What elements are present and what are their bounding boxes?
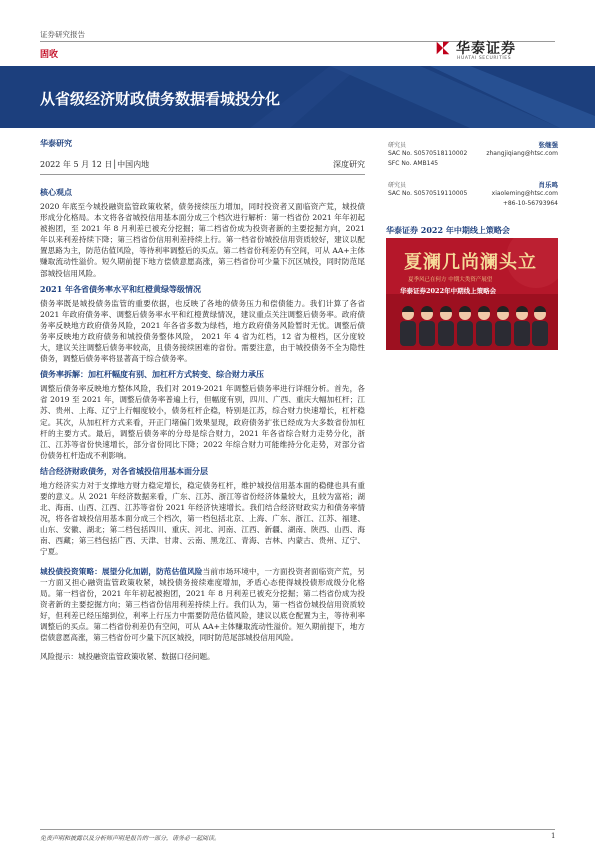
- section-body: 债务率既是城投债务监管的重要依据，也反映了各地的债务压力和偿债能力。我们计算了各省 2021 年政府债务率、调整后债务率水平和红橙黄绿情况，建议重点关注调整后债务率。政府债务率反映地方政府债务风险，2021 年各省多数为绿档，地方政府债务风险暂时无忧。调整后债务率反映地方政府债务和城投债务整体风险， 2021 年 4 省为红档，12 省为橙档，区分度较大，建议关注调整后债务率较高，且债务接续困难的省份。需要注意，由于城投债务不全为隐性债务，调整后债务率将显著高于综合债务率。: [40, 298, 365, 364]
- strategy-paragraph: [40, 566, 365, 644]
- promo-banner[interactable]: [386, 238, 558, 350]
- analyst-email[interactable]: zhangjiqiang@htsc.com: [486, 150, 558, 157]
- analyst-email[interactable]: xiaoleming@htsc.com: [491, 190, 558, 197]
- report-category: 深度研究: [333, 160, 365, 169]
- strategy-lead: 城投债投资策略：展望分化加剧，防范估值风险: [40, 566, 203, 576]
- section-title: 核心观点: [40, 187, 72, 197]
- analyst-sfc: SFC No. AMB145: [388, 160, 439, 167]
- research-kind: 华泰研究: [40, 138, 72, 148]
- section-body: 调整后债务率反映地方整体风险，我们对 2019-2021 年调整后债务率进行详细分析。首先，各省 2019 至 2021 年，调整后债务率普遍上行，但幅度有别，四川、广西、重庆大幅加杠杆；江苏、贵州、上海、辽宁上行幅度较小，债务杠杆企稳，特别是江苏，综合财力快速增长，杠杆稳定。其次，从加杠杆方式来看，开正门堵偏门效果显现，政府债务扩张已经成为大多数省份加杠杆的主要方式。最后，调整后债务率的分母是综合财力，2021 年各省综合财力走势分化，浙江、江苏等省份快速增长，部分省份同比下降；2022 年综合财力可能维持分化走势，对部分省份债务杠杆造成不利影响。: [40, 384, 365, 460]
- section-title: 2021 年各省债务率水平和红橙黄绿等级情况: [40, 283, 202, 294]
- speaker-photos: [394, 300, 550, 346]
- huatai-logo: [434, 38, 559, 62]
- logo-text-en: HUATAI SECURITIES: [457, 56, 512, 61]
- analyst-sac: SAC No. S0570519110005: [388, 190, 468, 197]
- analyst-name: 张继强: [538, 141, 558, 149]
- promo-title: 华泰证券 2022 年中期线上策略会: [386, 225, 510, 235]
- analyst-card: [388, 180, 558, 220]
- analyst-panel: [388, 140, 558, 220]
- analyst-name: 肖乐鸣: [538, 181, 558, 189]
- promo-event: 华泰证券2022年中期线上策略会: [400, 287, 497, 295]
- dateline: [40, 159, 365, 170]
- risk-warning: 风险提示：城投融资监管政策收紧、数据口径问题。: [40, 652, 215, 662]
- main-content: [40, 138, 365, 662]
- huatai-logo-icon: [434, 39, 452, 57]
- page-number: 1: [551, 832, 556, 840]
- promo-subtitle: 夏季风已在何方 中期大类资产展望: [408, 277, 493, 283]
- logo-text-cn: 华泰证券: [456, 41, 516, 57]
- strategy-body: 当前市场环境中，一方面投资者面临资产荒，另一方面又担心融资监管政策收紧，城投债务接续难度增加，矛盾心态使得城投债形成级分化格局。第一档省份，2021 年年初起被抱团，2021 年 8 月利差已被充分挖掘；第二档省份成为投资者新的主要挖掘方向；第三档省份信用利差持续上行。我们认为，第一档省份城投信用资质较好，但利差已经压缩到位，利率上行压力中需要防范估值风险，建议以底仓配置为主，等待利率调整后的买点。第二档省份利差仍有空间，可从 AA+主体赚取流动性溢价。短久期前提下，地方偿债意愿高涨，第三档省份可少量下沉区城投，同时防范尾部城投信用风险。: [40, 566, 366, 643]
- title-banner: [0, 66, 595, 128]
- analyst-role: 研究员: [388, 142, 407, 149]
- section-title: 结合经济财政债务，对各省城投信用基本面分层: [40, 465, 208, 476]
- dateline-divider: [40, 174, 365, 175]
- section-body: 2020 年底至今城投融资监管政策收紧，债务接续压力增加，同时投资者又面临资产荒，城投债形成分化格局。本文将各省城投信用基本面分成三个档次进行解析：第一档省份 2021 年年初起被抱团，至 2021 年 8 月利差已被充分挖掘；第二档省份成为投资者新的主要挖掘方向，2021 年以来利差持续下降；第三档省份信用利差持续上行。第一档省份城投信用资质较好，建议以配置思路为主，防范估值风险，等待利率调整后的买点。第二档省份利差仍有空间，可从 AA+主体赚取流动性溢价。短久期前提下地方偿债意愿高涨，第三档省份可少量下沉区城投，同时防范尾部城投信用风险。: [40, 202, 365, 278]
- analyst-card: [388, 140, 558, 180]
- report-date: 2022 年 5 月 12 日│中国内地: [40, 160, 150, 169]
- section-body: 地方经济实力对于支撑地方财力稳定增长，稳定债务杠杆，维护城投信用基本面的稳健也具有重要的意义。从 2021 年经济数据来看，广东、江苏、浙江等省份经济体量较大，且较为富裕；湖北、海南、山西、江西、江苏等省份 2021 年经济快速增长。我们结合经济财政实力和债务率情况，将各省城投信用基本面分成三个档次，第一档包括北京、上海、广东、浙江、江苏、福建、山东、安徽、湖北；第二档包括四川、重庆、河北、河南、江西、新疆、湖南、陕西、山西、海南、西藏；第三档包括广西、天津、甘肃、云南、黑龙江、青海、吉林、内蒙古、贵州、辽宁、宁夏。: [40, 480, 365, 557]
- promo-headline: 夏澜几尚澜头立: [404, 252, 537, 273]
- section-title: 债务率拆解：加杠杆幅度有别、加杠杆方式转变、综合财力承压: [40, 369, 264, 380]
- analyst-sac: SAC No. S0570518110002: [388, 150, 468, 157]
- footer-divider: [40, 829, 555, 830]
- page-title: 从省级经济财政债务数据看城投分化: [40, 90, 281, 108]
- report-type-label: 证券研究报告: [40, 30, 85, 39]
- sector-label: 固收: [40, 50, 59, 60]
- analyst-role: 研究员: [388, 182, 407, 189]
- analyst-phone: +86-10-56793964: [502, 200, 558, 207]
- disclaimer-note: 免责声明和披露以及分析师声明是报告的一部分，请务必一起阅读。: [40, 835, 221, 841]
